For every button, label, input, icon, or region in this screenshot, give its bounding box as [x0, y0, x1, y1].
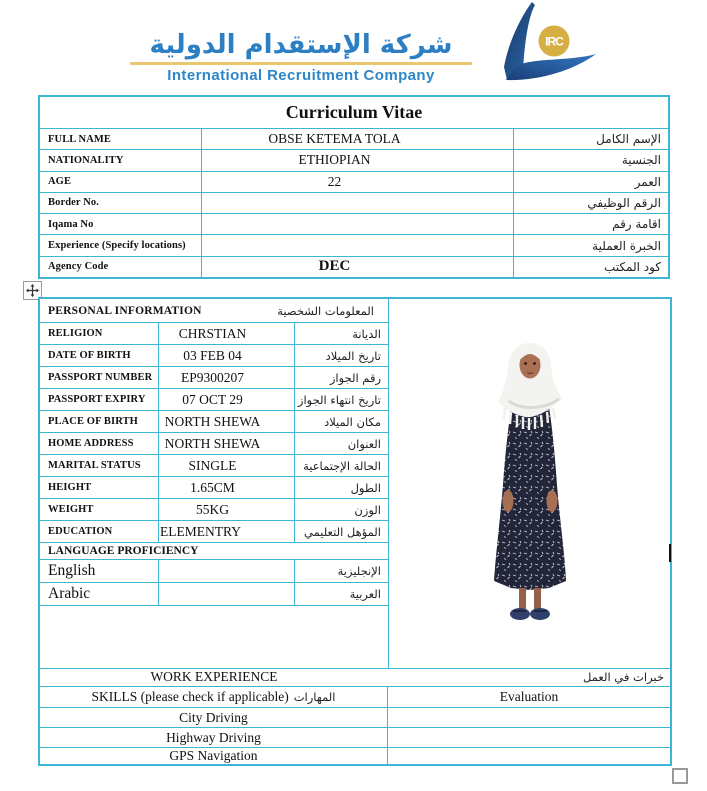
iqama-no-row	[40, 213, 668, 234]
age-label-ar: العمر	[634, 174, 661, 189]
text-cursor	[669, 544, 671, 562]
agency-code-row	[40, 256, 668, 277]
gps-navigation-label: GPS Navigation	[40, 748, 388, 764]
home-address-value[interactable]: NORTH SHEWA	[158, 433, 295, 454]
move-arrows-icon	[26, 284, 39, 297]
agency-code-label: Agency Code	[48, 261, 109, 273]
education-row	[40, 520, 388, 542]
religion-label-ar: الديانة	[352, 326, 381, 341]
right-eye	[533, 362, 536, 365]
border-no-row	[40, 192, 668, 213]
company-letterhead	[130, 30, 472, 84]
personal-info-title: PERSONAL INFORMATION	[48, 304, 202, 317]
passport-number-value[interactable]: EP9300207	[158, 367, 295, 388]
full-name-label-ar: الإسم الكامل	[596, 132, 661, 147]
weight-label: WEIGHT	[48, 504, 94, 515]
city-driving-label: City Driving	[40, 708, 388, 727]
home-address-label: HOME ADDRESS	[48, 438, 134, 449]
religion-value[interactable]: CHRSTIAN	[158, 323, 295, 344]
iqama-no-label: Iqama No	[48, 218, 94, 230]
applicant-photo	[489, 341, 571, 623]
date-of-birth-label: DATE OF BIRTH	[48, 350, 131, 361]
english-level-value[interactable]	[158, 560, 295, 582]
age-value[interactable]: 22	[201, 172, 514, 192]
home-address-label-ar: العنوان	[347, 436, 381, 451]
right-leg	[534, 588, 541, 610]
full-name-row	[40, 128, 668, 149]
english-label-ar: الإنجليزية	[337, 564, 381, 578]
place-of-birth-label: PLACE OF BIRTH	[48, 416, 138, 427]
left-sandal	[510, 608, 530, 620]
marital-status-row	[40, 454, 388, 476]
full-name-label: FULL NAME	[48, 133, 112, 145]
passport-number-label-ar: رقم الجواز	[329, 370, 381, 385]
arabic-level-value[interactable]	[158, 583, 295, 605]
applicant-photo-cell[interactable]	[388, 299, 670, 668]
skill-row-city-driving	[40, 707, 670, 727]
skills-header-row	[40, 686, 670, 707]
passport-expiry-value[interactable]: 07 OCT 29	[158, 389, 295, 410]
personal-info-title-ar: المعلومات الشخصية	[277, 303, 374, 318]
cv-summary-table	[38, 95, 670, 279]
passport-number-row	[40, 366, 388, 388]
evaluation-header-cell: Evaluation	[499, 689, 559, 705]
height-label: HEIGHT	[48, 482, 92, 493]
skill-row-gps-navigation	[40, 747, 670, 764]
gold-divider	[130, 62, 472, 65]
empty-cell[interactable]	[40, 605, 388, 668]
nationality-label: NATIONALITY	[48, 154, 124, 166]
experience-label-ar: الخبرة العملية	[592, 238, 661, 253]
experience-label: Experience (Specify locations)	[48, 240, 186, 252]
home-address-row	[40, 432, 388, 454]
weight-row	[40, 498, 388, 520]
education-label: EDUCATION	[48, 526, 113, 537]
place-of-birth-label-ar: مكان الميلاد	[324, 414, 381, 429]
border-no-label: Border No.	[48, 197, 99, 209]
language-proficiency-header: LANGUAGE PROFICIENCY	[40, 542, 388, 559]
marital-status-label-ar: الحالة الإجتماعية	[303, 458, 381, 473]
agency-code-label-ar: كود المكتب	[603, 259, 661, 274]
border-no-label-ar: الرقم الوظيفي	[587, 195, 661, 210]
date-of-birth-row	[40, 344, 388, 366]
highway-driving-evaluation[interactable]	[388, 728, 670, 747]
date-of-birth-value[interactable]: 03 FEB 04	[158, 345, 295, 366]
arabic-label-ar: العربية	[349, 587, 381, 601]
logo-badge-text: IRC	[545, 34, 563, 49]
iqama-no-label-ar: اقامة رقم	[612, 217, 661, 232]
date-of-birth-label-ar: تاريخ الميلاد	[325, 348, 381, 363]
skills-header-text: SKILLS (please check if applicable)	[91, 689, 289, 705]
agency-code-value[interactable]: DEC	[201, 257, 514, 277]
age-row	[40, 171, 668, 192]
passport-expiry-label-ar: تاريخ انتهاء الجواز	[297, 392, 381, 407]
table-resize-handle[interactable]	[672, 768, 688, 784]
english-label: English	[48, 562, 96, 579]
full-name-value[interactable]: OBSE KETEMA TOLA	[201, 129, 514, 149]
right-sandal	[530, 608, 550, 620]
nationality-label-ar: الجنسية	[621, 153, 661, 168]
cv-title: Curriculum Vitae	[285, 102, 423, 122]
education-value[interactable]: ELEMENTRY	[158, 521, 295, 542]
personal-information-table	[38, 297, 672, 766]
work-experience-title-ar: خبرات في العمل	[583, 670, 664, 685]
religion-label: RELIGION	[48, 328, 103, 339]
height-row	[40, 476, 388, 498]
highway-driving-label: Highway Driving	[40, 728, 388, 747]
personal-info-header-row	[40, 299, 388, 322]
company-name-arabic: شركة الإستقدام الدولية	[149, 30, 453, 60]
gps-navigation-evaluation[interactable]	[388, 748, 670, 764]
experience-value[interactable]	[201, 235, 514, 255]
place-of-birth-value[interactable]: NORTH SHEWA	[158, 411, 295, 432]
passport-number-label: PASSPORT NUMBER	[48, 372, 153, 383]
passport-expiry-row	[40, 388, 388, 410]
right-hand	[547, 490, 558, 512]
nationality-row	[40, 149, 668, 170]
skills-header-text-ar: المهارات	[293, 690, 336, 705]
english-language-row	[40, 559, 388, 582]
arabic-label: Arabic	[48, 585, 91, 602]
arabic-language-row	[40, 582, 388, 605]
religion-row	[40, 322, 388, 344]
left-leg	[519, 588, 526, 610]
left-hand	[503, 490, 514, 512]
weight-label-ar: الوزن	[354, 502, 381, 517]
work-experience-title: WORK EXPERIENCE	[150, 669, 278, 685]
skill-row-highway-driving	[40, 727, 670, 747]
skills-header-cell	[40, 687, 388, 707]
height-value[interactable]: 1.65CM	[158, 477, 295, 498]
place-of-birth-row	[40, 410, 388, 432]
company-name-english: International Recruitment Company	[167, 67, 435, 84]
city-driving-evaluation[interactable]	[388, 708, 670, 727]
experience-row	[40, 234, 668, 255]
iqama-no-value[interactable]	[201, 214, 514, 234]
work-experience-row	[40, 668, 670, 687]
age-label: AGE	[48, 176, 72, 188]
company-logo-icon	[478, 0, 603, 95]
height-label-ar: الطول	[350, 480, 381, 495]
border-no-value[interactable]	[201, 193, 514, 213]
education-label-ar: المؤهل التعليمي	[304, 524, 381, 539]
marital-status-label: MARITAL STATUS	[48, 460, 141, 471]
marital-status-value[interactable]: SINGLE	[158, 455, 295, 476]
passport-expiry-label: PASSPORT EXPIRY	[48, 394, 146, 405]
nationality-value[interactable]: ETHIOPIAN	[201, 150, 514, 170]
weight-value[interactable]: 55KG	[158, 499, 295, 520]
left-eye	[524, 362, 527, 365]
